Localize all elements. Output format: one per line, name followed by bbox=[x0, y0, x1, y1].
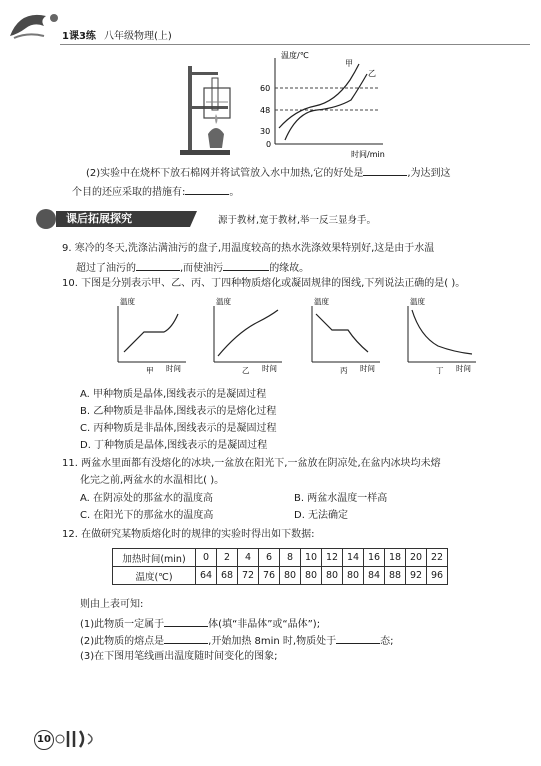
q11-option-b[interactable]: B. 两盆水温度一样高 bbox=[294, 493, 388, 504]
y-tick-48: 48 bbox=[260, 106, 271, 115]
q12-sub3: (3)在下图用笔线画出温度随时间变化的图象; bbox=[80, 651, 278, 662]
table-cell: 64 bbox=[196, 567, 217, 585]
q10-jia-xlabel: 时间 bbox=[166, 364, 181, 373]
table-cell: 80 bbox=[322, 567, 343, 585]
q10-ding-name: 丁 bbox=[436, 366, 444, 374]
q10-yi-name: 乙 bbox=[242, 366, 250, 374]
q10-stem: 10. 下图是分别表示甲、乙、丙、丁四种物质熔化或凝固规律的图线,下列说法正确的是( )。 bbox=[62, 278, 466, 289]
table-cell: 92 bbox=[406, 567, 427, 585]
table-header-time: 加热时间(min) bbox=[113, 549, 196, 567]
table-cell: 76 bbox=[259, 567, 280, 585]
table-cell: 0 bbox=[196, 549, 217, 567]
table-cell: 80 bbox=[301, 567, 322, 585]
curve-label-jia: 甲 bbox=[345, 59, 353, 68]
curve-jia bbox=[279, 64, 359, 128]
table-cell: 20 bbox=[406, 549, 427, 567]
q10-option-d[interactable]: D. 丁种物质是晶体,图线表示的是凝固过程 bbox=[80, 440, 268, 451]
experiment-apparatus-figure bbox=[178, 58, 248, 158]
q11-option-c[interactable]: C. 在阳光下的那盆水的温度高 bbox=[80, 510, 214, 521]
dolphin-logo-icon bbox=[4, 6, 64, 44]
table-cell: 16 bbox=[364, 549, 385, 567]
table-cell: 84 bbox=[364, 567, 385, 585]
table-cell: 14 bbox=[343, 549, 364, 567]
q11-line1: 11. 两盆水里面都有没熔化的冰块,一盆放在阳光下,一盆放在阴凉处,在盆内冰块均未熔 bbox=[62, 458, 441, 469]
q10-ding-ylabel: 温度 bbox=[410, 297, 425, 306]
q10-jia-name: 甲 bbox=[146, 366, 154, 374]
q10-ding-xlabel: 时间 bbox=[456, 364, 471, 373]
q9-line1: 9. 寒冷的冬天,洗涤沾满油污的盘子,用温度较高的热水洗涤效果特别好,这是由于水温 bbox=[62, 243, 435, 254]
q12-sub2: (2)此物质的熔点是 ,开始加热 8min 时,物质处于 态; bbox=[80, 633, 393, 648]
q10-yi-ylabel: 温度 bbox=[216, 297, 231, 306]
table-cell: 80 bbox=[343, 567, 364, 585]
table-cell: 88 bbox=[385, 567, 406, 585]
page-number-badge bbox=[34, 730, 54, 750]
table-cell: 6 bbox=[259, 549, 280, 567]
section-banner bbox=[32, 208, 202, 230]
q10-bing-xlabel: 时间 bbox=[360, 364, 375, 373]
q11-option-a[interactable]: A. 在阴凉处的那盆水的温度高 bbox=[80, 493, 214, 504]
q12-sub1: (1)此物质一定属于 体(填“非晶体”或“晶体”); bbox=[80, 616, 320, 631]
graph-xlabel: 时间/min bbox=[351, 150, 385, 159]
q12-stem: 12. 在做研究某物质熔化时的规律的实验时得出如下数据: bbox=[62, 529, 315, 540]
q10-option-c[interactable]: C. 丙种物质是非晶体,图线表示的是凝固过程 bbox=[80, 423, 277, 434]
curve-yi bbox=[285, 74, 367, 140]
y-tick-0: 0 bbox=[266, 140, 272, 149]
header-subtitle: 八年级物理(上) bbox=[104, 31, 172, 42]
section-title: 课后拓展探究 bbox=[66, 212, 132, 225]
q-cont-line1: (2)实验中在烧杯下放石棉网并将试管放入水中加热,它的好处是 ,为达到这 bbox=[86, 165, 451, 180]
temperature-time-graph bbox=[255, 48, 405, 163]
page-number: 10 bbox=[37, 734, 51, 745]
y-tick-30: 30 bbox=[260, 127, 271, 136]
q10-option-a[interactable]: A. 甲种物质是晶体,图线表示的是凝固过程 bbox=[80, 389, 267, 400]
q10-graph-ding bbox=[402, 296, 482, 374]
q9-line2: 超过了油污的 ,而使油污 的缘故。 bbox=[76, 260, 309, 275]
section-motto: 源于教材,宽于教材,举一反三显身手。 bbox=[218, 215, 377, 226]
q10-bing-name: 丙 bbox=[340, 366, 348, 374]
q10-graph-jia bbox=[112, 296, 192, 374]
header-logo bbox=[4, 6, 64, 44]
q-cont-line2: 个目的还应采取的措施有: 。 bbox=[72, 184, 239, 199]
table-cell: 96 bbox=[427, 567, 448, 585]
table-cell: 68 bbox=[217, 567, 238, 585]
q10-bing-ylabel: 温度 bbox=[314, 297, 329, 306]
footer-logo-icon bbox=[54, 728, 100, 750]
table-cell: 2 bbox=[217, 549, 238, 567]
q10-yi-xlabel: 时间 bbox=[262, 364, 277, 373]
table-cell: 80 bbox=[280, 567, 301, 585]
q11-line2: 化完之前,两盆水的水温相比( )。 bbox=[80, 475, 225, 486]
q10-option-b[interactable]: B. 乙种物质是非晶体,图线表示的是熔化过程 bbox=[80, 406, 277, 417]
y-tick-60: 60 bbox=[260, 84, 271, 93]
table-header-temperature: 温度(℃) bbox=[113, 567, 196, 585]
table-cell: 10 bbox=[301, 549, 322, 567]
q11-option-d[interactable]: D. 无法确定 bbox=[294, 510, 349, 521]
table-row bbox=[113, 567, 448, 585]
table-cell: 12 bbox=[322, 549, 343, 567]
q10-graph-yi bbox=[208, 296, 288, 374]
curve-label-yi: 乙 bbox=[368, 69, 376, 78]
header-series: 1课3练 bbox=[62, 31, 96, 42]
q12-data-table bbox=[112, 548, 448, 585]
table-cell: 22 bbox=[427, 549, 448, 567]
header-rule bbox=[60, 44, 530, 45]
table-row bbox=[113, 549, 448, 567]
table-cell: 72 bbox=[238, 567, 259, 585]
q10-jia-ylabel: 温度 bbox=[120, 297, 135, 306]
graph-ylabel: 温度/℃ bbox=[281, 51, 309, 60]
q10-graph-bing bbox=[306, 296, 386, 374]
q12-intro: 则由上表可知: bbox=[80, 599, 144, 610]
table-cell: 18 bbox=[385, 549, 406, 567]
table-cell: 4 bbox=[238, 549, 259, 567]
table-cell: 8 bbox=[280, 549, 301, 567]
